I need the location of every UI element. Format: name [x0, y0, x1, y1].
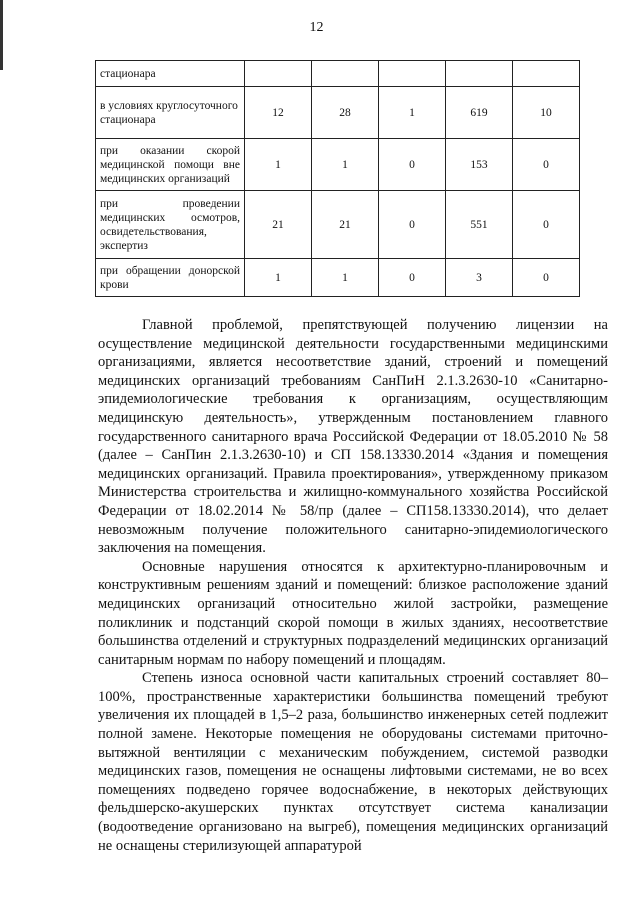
row-label: при оказании скорой медицинской помощи вне медицинских организаций: [96, 139, 245, 191]
table-cell: [513, 61, 580, 87]
table-row: [96, 61, 580, 87]
table-cell: 3: [446, 259, 513, 297]
table-row: [96, 259, 580, 297]
paragraph: Главной проблемой, препятствующей получению лицензии на осуществление медицинской деятельности государственными медицинскими организациями, является несоответствие зданий, строений и помещений медицинских организаций требованиям СанПиН 2.1.3.2630-10 «Санитарно-эпидемиологические требования к организациям, осуществляющим медицинскую деятельность», утвержденным постановлением главного государственного санитарного врача Российской Федерации от 18.05.2010 № 58 (далее – СанПин 2.1.3.2630-10) и СП 158.13330.2014 «Здания и помещения медицинских организаций. Правила проектирования», утвержденному приказом Министерства строительства и жилищно-коммунального хозяйства Российской Федерации от 18.02.2014 № 58/пр (далее – СП158.13330.2014), что делает невозможным получение положительного санитарно-эпидемиологического заключения на помещения.: [98, 317, 608, 557]
table-cell: 28: [312, 87, 379, 139]
paragraph: Степень износа основной части капитальных строений составляет 80–100%, пространственные характеристики большинства помещений требуют увеличения их площадей в 1,5–2 раза, большинство инженерных сетей подлежит полной замене. Некоторые помещения не оборудованы системами приточно-вытяжной вентиляции с механическим побуждением, системой разводки медицинских газов, помещения не оснащены лифтовыми системами, не во всех помещениях подведено горячее водоснабжение, в некоторых действующих фельдшерско-акушерских пунктах отсутствует система канализации (водоотведение организовано на выгреб), помещения медицинских организаций не оснащены стерилизующей аппаратурой: [98, 670, 608, 854]
table-cell: 1: [245, 139, 312, 191]
table-cell: 551: [446, 191, 513, 259]
table-cell: 0: [379, 191, 446, 259]
table-row: [96, 191, 580, 259]
table-cell: 1: [245, 259, 312, 297]
paragraph: Основные нарушения относятся к архитектурно-планировочным и конструктивным решениям зданий и помещений: близкое расположение зданий медицинских организаций относительно жилой застройки, размещение поликлиник и подстанций скорой помощи в жилых зданиях, несоответствие большинства отделений и структурных подразделений медицинских организаций санитарным нормам по набору помещений и площадям.: [98, 558, 608, 668]
table-cell: 1: [312, 259, 379, 297]
body-text: [98, 316, 608, 855]
table-cell: [446, 61, 513, 87]
table-cell: 0: [513, 191, 580, 259]
table-cell: 0: [379, 139, 446, 191]
table-cell: 619: [446, 87, 513, 139]
statistics-table: [95, 60, 580, 297]
table-cell: 12: [245, 87, 312, 139]
row-label: при проведении медицинских осмотров, освидетельствования, экспертиз: [96, 191, 245, 259]
row-label: стационара: [96, 61, 245, 87]
page-number: 12: [309, 20, 324, 35]
table-cell: 0: [379, 259, 446, 297]
row-label: в условиях круглосуточного стационара: [96, 87, 245, 139]
table-cell: 0: [513, 259, 580, 297]
table-row: [96, 139, 580, 191]
table-cell: 1: [312, 139, 379, 191]
table-cell: 153: [446, 139, 513, 191]
table-cell: [379, 61, 446, 87]
table-row: [96, 87, 580, 139]
table-cell: 1: [379, 87, 446, 139]
table-cell: [245, 61, 312, 87]
table-cell: [312, 61, 379, 87]
table-cell: 21: [245, 191, 312, 259]
table-cell: 0: [513, 139, 580, 191]
row-label: при обращении донорской крови: [96, 259, 245, 297]
table-cell: 21: [312, 191, 379, 259]
table-cell: 10: [513, 87, 580, 139]
